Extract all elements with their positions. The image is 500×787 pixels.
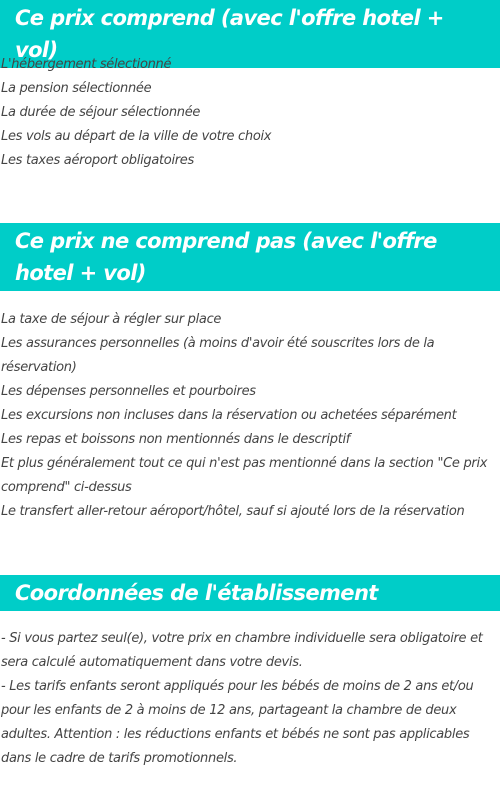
included-list	[0, 53, 500, 173]
section-title-included: Ce prix comprend (avec l'offre hotel + vol)	[0, 0, 500, 68]
list-item: Et plus généralement tout ce qui n'est pas mentionné dans la section "Ce prix comprend" ci-dessus	[1, 456, 488, 495]
list-item: La durée de séjour sélectionnée	[1, 105, 201, 120]
list-item: Les repas et boissons non mentionnés dans le descriptif	[1, 432, 351, 447]
section-title-establishment: Coordonnées de l'établissement	[0, 575, 500, 611]
list-item: Les taxes aéroport obligatoires	[1, 153, 194, 168]
section-title-not-included: Ce prix ne comprend pas (avec l'offre hotel + vol)	[0, 223, 500, 291]
list-item: L'hébergement sélectionné	[1, 57, 172, 72]
list-item: La taxe de séjour à régler sur place	[1, 312, 222, 327]
list-item: Les dépenses personnelles et pourboires	[1, 384, 256, 399]
list-item: Les assurances personnelles (à moins d'avoir été souscrites lors de la réservation)	[1, 336, 435, 375]
list-item: Les excursions non incluses dans la réservation ou achetées séparément	[1, 408, 457, 423]
list-item: - Les tarifs enfants seront appliqués pour les bébés de moins de 2 ans et/ou pour les enfants de 2 à moins de 12 ans, partageant la chambre de deux adultes. Attention : les réductions enfants et bébés ne sont pas applicables dans le cadre de tarifs promotionnels.	[1, 679, 474, 766]
list-item: Les vols au départ de la ville de votre choix	[1, 129, 272, 144]
list-item: - Si vous partez seul(e), votre prix en chambre individuelle sera obligatoire et sera calculé automatiquement dans votre devis.	[1, 631, 483, 670]
not-included-list	[0, 308, 500, 524]
list-item: La pension sélectionnée	[1, 81, 152, 96]
list-item: Le transfert aller-retour aéroport/hôtel, sauf si ajouté lors de la réservation	[1, 504, 465, 519]
establishment-notes	[0, 627, 500, 771]
